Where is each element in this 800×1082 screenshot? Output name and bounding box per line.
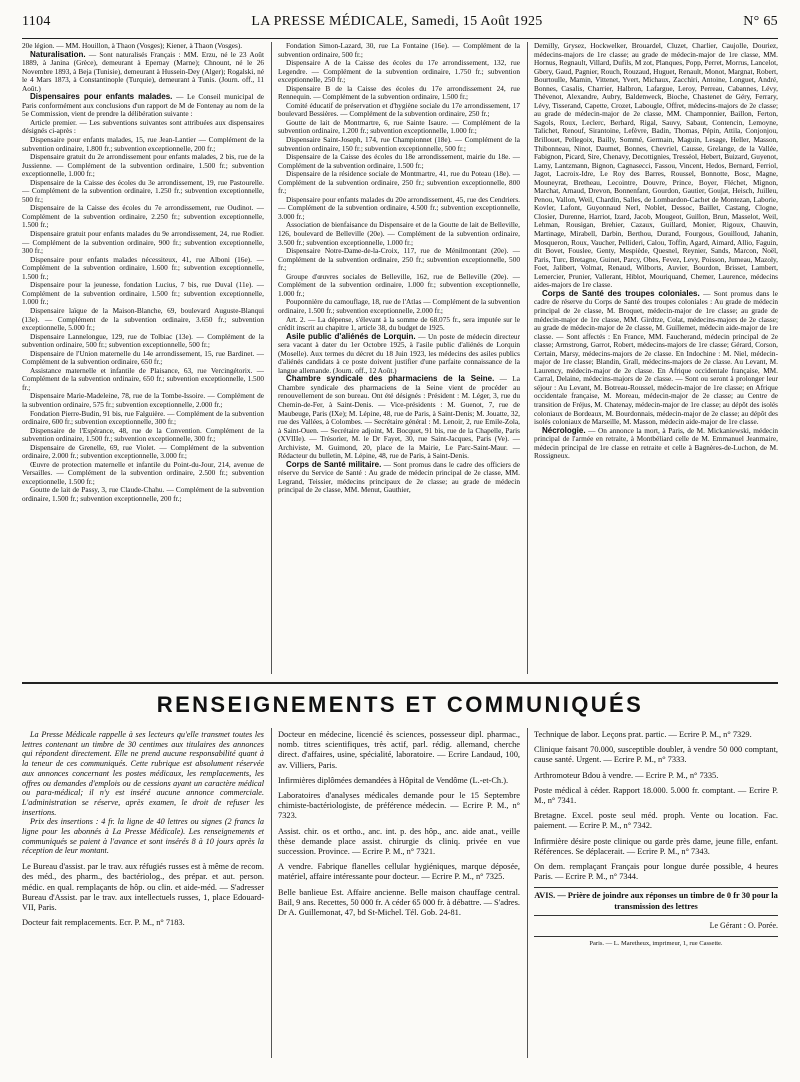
section-text: — Sont naturalisés Français : MM. Erzu, né le 23 Août 1889, à Janina (Grèce), demeurant à Epernay (Marne); Chnount, né le 26 Novembre 1893, à Beja (Tunisie), demeurant à Hussein-Dey (Alger); Rogalski, né le 4 Mars 1873, à Constantinople (Turquie), demeurant à Tunis. (Journ. off., 11 Août.) <box>22 49 264 93</box>
section-heading: Naturalisation. <box>30 49 86 59</box>
page-header <box>22 14 778 36</box>
journal-title: LA PRESSE MÉDICALE, Samedi, 15 Août 1925 <box>251 14 543 29</box>
list-item: Dispensaire pour enfants malades du 20e arrondissement, 45, rue des Cendriers. — Complément de la subvention ordinaire, 4.500 fr.; subvention exceptionnelle, 3.000 fr.; <box>278 194 520 221</box>
printer-imprint: Paris. — L. Maretheux, imprimeur, 1, rue Cassette. <box>534 936 778 949</box>
classified-ad: Assist. chir. os et ortho., anc. int. p. des hôp., anc. aide anat., veille thèse demande place assist. chirurgie ds cliniq. privée en vue succession. Province. — Ecrire P. M., n° 7321. <box>278 826 520 857</box>
paragraph <box>534 427 778 461</box>
paragraph <box>278 375 520 460</box>
list-item: Dispensaire de la Caisse des écoles du 18e arrondissement, mairie du 18e. — Complément de la subvention ordinaire, 1.500 fr.; <box>278 152 520 170</box>
list-item: Dispensaire laïque de la Maison-Blanche, 69, boulevard Auguste-Blanqui (13e). — Complément de la subvention ordinaire, 3.650 fr.; subvention exceptionnelle, 5.000 fr.; <box>22 305 264 333</box>
column-divider <box>527 728 528 1058</box>
classified-ad: Poste médical à céder. Rapport 18.000. 5.000 fr. comptant. — Ecrire P. M., n° 7341. <box>534 785 778 806</box>
list-item: Association de bienfaisance du Dispensaire et de la Goutte de lait de Belleville, 126, boulevard de Belleville (20e). — Complément de la subvention ordinaire, 3.500 fr.; subvention exceptionnelle, 1.000 fr.; <box>278 220 520 247</box>
classified-ad: Infirmières diplômées demandées à Hôpital de Vendôme (L.-et-Ch.). <box>278 775 509 785</box>
column-3 <box>534 42 778 674</box>
list-item: Pouponnière du camouflage, 18, rue de l'Atlas — Complément de la subvention ordinaire, 1.500 fr.; subvention exceptionnelle, 2.000 fr.; <box>278 297 520 315</box>
list-item: Dispensaire pour enfants malades, 15, rue Jean-Lantier — Complément de la subvention ordinaire, 1.800 fr.; subvention exceptionnelle, 200 fr.; <box>22 135 264 153</box>
classifieds-intro: La Presse Médicale rappelle à ses lecteurs qu'elle transmet toutes les lettres contenant un timbre de 30 centimes aux titulaires des annonces qui répondent directement. Elle ne prend aucune responsabilité quant à la teneur de ces communiqués. Cette rubrique est absolument réservée aux annonces concernant les postes médicaux, les remplacements, les offres ou demandes d'emplois ou de cessions ayant un caractère médical ou para-médical; il n'y est inséré aucune annonce commerciale. L'administration se réserve, après examen, le droit de refuser les insertions. <box>22 730 264 817</box>
list-item: Dispensaire Marie-Madeleine, 78, rue de la Tombe-Issoire. — Complément de la subvention ordinaire, 575 fr.; subvention exceptionnelle, 2.000 fr.; <box>22 391 264 409</box>
list-item: Dispensaire B de la Caisse des écoles du 17e arrondissement 24, rue Rennequin. — Complément de la subvention ordinaire, 1.500 fr.; <box>278 83 520 102</box>
classified-ad: Arthromoteur Bdou à vendre. — Ecrire P. M., n° 7335. <box>534 770 719 780</box>
list-item: Fondation Simon-Lazard, 30, rue La Fontaine (16e). — Complément de la subvention ordinaire, 500 fr.; <box>278 42 520 59</box>
paragraph: Article premier. — Les subventions suivantes sont attribuées aux dispensaires désignés ci-après : <box>22 117 264 136</box>
notice-box: AVIS. — Prière de joindre aux réponses un timbre de 0 fr 30 pour la transmission des lettres <box>534 887 778 915</box>
paragraph <box>534 290 778 427</box>
list-item: Dispensaire de l'Espérance, 48, rue de la Convention. Complément de la subvention ordinaire, 1.500 fr.; subvention exceptionnelle, 300 fr.; <box>22 425 264 444</box>
list-item: Goutte de lait de Passy, 3, rue Claude-Chahu. — Complément de la subvention ordinaire, 1.500 fr.; subvention exceptionnelle, 200 fr.; <box>22 485 264 503</box>
section-text: — Le Conseil municipal de Paris conformément aux conclusions d'un rapport de M de Fontenay au nom de la 5e Commission, vient de prendre la délibération suivante : <box>22 92 264 119</box>
list-item: Dispensaire de la résidence sociale de Montmartre, 41, rue du Poteau (18e). — Complément de la subvention ordinaire, 250 fr.; subvention exceptionnelle, 800 fr.; <box>278 169 520 196</box>
list-item: Dispensaire gratuit pour enfants malades du 9e arrondissement, 24, rue Rodier. — Complément de la subvention ordinaire, 900 fr.; subvention exceptionnelle, 300 fr.; <box>22 229 264 256</box>
list-item: Comité éducatif de préservation et d'hygiène sociale du 17e arrondissement, 17 boulevard Bessières. — Complément de la subvention ordinaire, 250 fr.; <box>278 100 520 119</box>
column-2 <box>278 42 520 674</box>
section-text: — Sont promus dans le cadre de réserve du Corps de Santé des troupes coloniales : Au grade de médecin principal de 2e classe, M. Broquet, médecin-major de 1re classe; au grade de médecin-major de 1re classe, MM. Girdtze, Colat, médecins-majors de 2e classe; au grade de médecin-major de 2e classe, M. Guillemet, médecin aide-major de 1re classe. — Sont affectés : En France, MM. Faucherand, médecin principal de 2e classe; Armstrong, Garrot, Robert, médecins-majors de 1re classe; Gérard, Corson, Certain, Marsy, médecins-majors de 2e classe. En Indochine : M. Niel, médecin-major de 1re classe; Blandin, Grall, médecins-majors de 2e classe. Au Levant, M. Laurency, médecin-major de 2e classe. En Afrique occidentale française, MM. Carral, Delaine, médecins-majors de 2e classe. — Sont ou seront à prolonger leur séjour : Au Levant, M. Botreau-Roussel, médecin-major de 1re classe; en Afrique occidentale française, M. Moreau, médecin-major de 2e classe; au Centre de transition de Fréjus, M. Chatenay, médecin-major de 1re classe; au dépôt des isolés coloniaux de Bordeaux, M. Bourdonnais, médecin-major de 2e classe; au dépôt des isolés coloniaux de Marseille, M. Masson, médecin aide-major de 1re classe. <box>534 288 778 427</box>
list-item: Dispensaire gratuit du 2e arrondissement pour enfants malades, 2 bis, rue de la Jussienne. — Complément de la subvention ordinaire, 1.500 fr.; subvention exceptionnelle, 1.000 fr.; <box>22 152 264 179</box>
column-1 <box>22 42 264 674</box>
classified-ad: Infirmière désire poste clinique ou garde près dame, jeune fille, enfant. Références. Se déplacerait. — Ecrire P. M., n° 7343. <box>534 836 778 856</box>
manager-signature: Le Gérant : O. Porée. <box>709 920 778 930</box>
classifieds-column-2 <box>278 730 520 1065</box>
insertion-prices: Prix des insertions : 4 fr. la ligne de 40 lettres ou signes (2 francs la ligne pour les abonnés à La Presse Médicale). Les renseignements et communiqués se paient à l'avance et sont insérés 8 à 10 jours après la réception de leur montant. <box>22 817 264 856</box>
page-number: 1104 <box>22 14 51 29</box>
paragraph <box>278 333 520 376</box>
classified-ad: Belle banlieue Est. Affaire ancienne. Belle maison chauffage central. Bail, 9 ans. Recettes, 50 000 fr. A céder 65 000 fr. à débattre. — S'adres. Dr A. Guillemonat, 47, bd St-Michel. Tél. Gob. 24-81. <box>278 887 520 918</box>
classified-ad: Technique de labor. Leçons prat. partic. — Ecrire P. M., n° 7329. <box>534 730 752 739</box>
issue-number: N° 65 <box>743 14 778 29</box>
section-heading: Asile public d'aliénés de Lorquin. <box>286 331 416 341</box>
classifieds-banner: RENSEIGNEMENTS ET COMMUNIQUÉS <box>156 692 644 717</box>
list-item: Dispensaire Notre-Dame-de-la-Croix, 117, rue de Ménilmontant (20e). — Complément de la subvention ordinaire, 250 fr.; subvention exceptionnelle, 500 fr.; <box>278 246 520 273</box>
section-heading: Corps de Santé militaire. <box>286 459 382 469</box>
list-item: Dispensaire de l'Union maternelle du 14e arrondissement, 15, rue Bardinet. — Complément de la subvention ordinaire, 650 fr.; <box>22 348 264 367</box>
section-text: — Sont promus dans le cadre des officiers de réserve du Service de Santé : Au grade de médecin principal de 2e classe, MM. Legrand, Teissier, médecins principaux de 2e classe; au grade de médecin principal de 2e classe, MM. Menut, Gauthier, <box>278 459 520 495</box>
list-item: Assistance maternelle et infantile de Plaisance, 63, rue Vercingétorix. — Complément de la subvention ordinaire, 650 fr.; subvention exceptionnelle, 1.500 fr.; <box>22 365 264 392</box>
classified-ad: Docteur en médecine, licencié ès sciences, possesseur dipl. pharmac., nomb. titres scientifiques, très actif, parl. rédig. allemand, cherche direct. d'affaires, usine, spécialité, laboratoire. — Ecrire Landaud, 100, av. Villiers, Paris. <box>278 730 520 770</box>
classifieds-column-1 <box>22 730 264 1065</box>
column-divider <box>271 42 272 674</box>
section-heading: Corps de Santé des troupes coloniales. <box>542 288 700 298</box>
section-heading: Dispensaires pour enfants malades. <box>30 92 173 102</box>
paragraph <box>22 93 264 119</box>
paragraph: 20e légion. — MM. Houillon, à Thaon (Vosges); Kiener, à Thaon (Vosges). <box>22 42 243 50</box>
list-item: Fondation Pierre-Budin, 91 bis, rue Falguière. — Complément de la subvention ordinaire, 600 fr.; subvention exceptionnelle, 300 fr.; <box>22 408 264 427</box>
section-text: — Un poste de médecin directeur sera vacant à dater du 1er Octobre 1925, à l'asile public d'aliénés de Lorquin (Moselle). Aux termes du décret du 18 Juin 1923, les médecins des asiles publics d'aliénés candidats à ce poste doivent justifier d'une parfaite connaissance de la langue allemande. (Journ. off., 12 Août.) <box>278 331 520 375</box>
list-item: Dispensaire pour la jeunesse, fondation Lucius, 7 bis, rue Duval (11e). — Complément de la subvention ordinaire, 1.500 fr.; subvention exceptionnelle, 1.000 fr.; <box>22 280 264 307</box>
classified-ad: Laboratoires d'analyses médicales demande pour le 15 Septembre chimiste-bactériologiste, de préférence médecin. — Ecrire P. M., n° 7323. <box>278 791 520 821</box>
section-rule <box>22 682 778 684</box>
list-item: Dispensaire de la Caisse des écoles du 3e arrondissement, 19, rue Pastourelle. — Complément de la subvention ordinaire, 1.250 fr.; subvention exceptionnelle, 500 fr.; <box>22 177 264 204</box>
classifieds-column-3 <box>534 730 778 1065</box>
classified-ad: Docteur fait remplacements. Ecr. P. M., n° 7183. <box>22 918 185 928</box>
paragraph <box>22 51 264 94</box>
classified-ad: A vendre. Fabrique flanelles cellular hygiéniques, marque déposée, matériel, affaire intéressante pour docteur. — Ecrire P. M., n° 7325. <box>278 862 520 882</box>
classified-ad: On dem. remplaçant Français pour longue durée possible, 4 heures Paris. — Ecrire P. M., n° 7344. <box>534 862 778 882</box>
list-item: Goutte de lait de Montmartre, 6, rue Sainte Isaure. — Complément de la subvention ordinaire, 1.200 fr.; subvention exceptionnelle, 1.000 fr.; <box>278 117 520 136</box>
list-item: Dispensaire Saint-Joseph, 174, rue Championnet (18e). — Complément de la subvention ordinaire, 150 fr.; subvention exceptionnelle, 500 fr.; <box>278 135 520 153</box>
classified-ad: Clinique faisant 70.000, susceptible doubler, à vendre 50 000 comptant, cause santé. Urgent. — Ecrire P. M., n° 7333. <box>534 745 778 765</box>
list-item: Dispensaire de la Caisse des écoles du 7e arrondissement, rue Oudinot. — Complément de la subvention ordinaire, 2.250 fr.; subvention exceptionnelle, 1.500 fr.; <box>22 203 264 230</box>
list-item: Dispensaire Lannelongue, 129, rue de Tolbiac (13e). — Complément de la subvention ordinaire, 500 fr.; subvention exceptionnelle, 500 fr.; <box>22 331 264 350</box>
list-item: Dispensaire A de la Caisse des écoles du 17e arrondissement, 132, rue Legendre. — Complément de la subvention ordinaire, 1.750 fr.; subvention exceptionnelle, 250 fr.; <box>278 58 520 85</box>
list-item: Œuvre de protection maternelle et infantile du Point-du-Jour, 214, avenue de Versailles. — Complément de la subvention ordinaire, 2.500 fr.; subvention exceptionnelle, 1.500 fr.; <box>22 459 264 486</box>
section-heading: Nécrologie. <box>542 425 586 435</box>
classified-ad: Bretagne. Excel. poste seul méd. proph. Vente ou location. Fac. paiement. — Ecrire P. M., n° 7342. <box>534 811 778 831</box>
section-text: — La Chambre syndicale des pharmaciens de la Seine vient de procéder au renouvellement de son bureau. Ont été désignés : Président : M. Léger, 3, rue du Chemin-de-Fer, à Saint-Denis. — Vice-présidents : M. Guenot, 7, rue de Maubeuge, Paris (IXe); M. Lépine, 48, rue de Paris, à Saint-Denis; M. Jouatte, 32, rue des Vallées, à Colombes. — Secrétaire général : M. Lenoir, 2, rue Emile-Zola, à Saint-Ouen. — Secrétaire adjoint, M. Bocquet, 91 bis, rue de la Chapelle, Paris (XVIIIe). — Trésorier, M. le Dr Fayet, 30, rue Saint-Jacques, Paris (Ve). — Archiviste, M. Guimond, 20, place de la Mairie, Le Parc-Saint-Maur. — Rédacteur du bulletin, M. Lépine, 48, rue de Paris, à Saint-Denis. <box>278 374 520 461</box>
paragraph <box>278 461 520 495</box>
list-item: Dispensaire pour enfants malades nécessiteux, 41, rue Alboni (16e). — Complément de la subvention ordinaire, 1.600 fr.; subvention exceptionnelle, 1.500 fr.; <box>22 254 264 281</box>
list-item: Art. 2. — La dépense, s'élevant à la somme de 68.075 fr., sera imputée sur le crédit inscrit au chapitre 1, article 38, du budget de 1925. <box>278 314 520 333</box>
section-heading: Chambre syndicale des pharmaciens de la Seine. <box>286 374 495 384</box>
section-text: — On annonce la mort, à Paris, de M. Mickaniewski, médecin principal de l'armée en retraite, à Montbéliard celle de M. Emmanuel Jeanmaire, médecin principal de 1re classe en retraite et celle à Bagnères-de-Luchon, de M. Rossigneux. <box>534 425 778 461</box>
classified-ad: Le Bureau d'assist. par le trav. aux réfugiés russes est à même de recom. des méd., des pharm., des bactériolog., des prépar. et aut. person. médic. en qual. remplaçants de hôp. ou clin. et aide-méd. — S'adresser Bureau d'Assist. par le trav. aux intellectuels russes, 1, place Edouard-VII, Paris. <box>22 862 264 912</box>
paragraph: Demilly, Grysez, Hockwelker, Brouardel, Cluzet, Charlier, Caujolle, Douriez, médecins-majors de 1re classe; au grade de médecin-major de 1re classe, MM. Hornus, Regnault, Villard, Dufils, M zot, Planques, Popp, Perret, Morrus, Lancelot, Gbery, Gaud, Pagnier, Rouch, Rouzaud, Huguet, Renault, Monot, Margnat, Robert, Bourtoulle, Mamin, Vittenet, Yvert, Michaux, Zacchiri, Antoine, Longuet, André, Bonnes, Casalis, Charrier, Halbron, Lafargue, Leroy, Perreau, Cabannes, Lévy, Thévenot, Alexandre, Aubry, Baldenweck, Bioche, Chastenet de Géry, Ferrary, Lévy, Tisserand, Capette, Crozet, Labougle, Offret, médecins-majors de 2e classe; au grade de médecin-major de 2e classe, MM. Champonnier, Baillon, Ferton, Sagols, Roux, Leclerc, Berhard, Rigal, Sauvy, Sabaut, Contencin, Lemoyne, Talichet, Renouf, Sirantoine, Lefèvre, Badin, Thomas, Pépin, Attila, Conjonjou, Brillouet, Pellegoix, Bailly, Sommé, Germain, Maguin, Lesage, Heller, Masson, Thibonneau, Ninot, Daumet, Bonnes, Chevriel, Causse, Grelange, de la Vallée, Fabignon, Picard, Sire, Chenavy, Decottignies, Tresséol, Hebert, Buizard, Guyenot, Lamy, Lantzmann, Bignon, Cagnasecci, Fassou, Vincent, Hedos, Bernard, Ferriol, Jagot, Lacroix-Idre, Le Roy des Barres, Roussel, Bonnotte, Bosc, Magne, Mouneyrat, Bretheau, Lecointre, Douvre, Prince, Boyer, Fléchet, Mignon, Marchat, Arnaud, Drevon, Bonnenfant, Gourdon, Gautier, Goujat, Heisch, Juilleu, Penou, Vallon, Weil, Chardin, Salles, de Lombardon-Cachet de Montezan, Laborie, Kovler, Lafont, Guyonnaud Nerl, Noblet, Dessoc, Baillet, Castang, Clogne, Closier, Durenne, Harriot, Izard, Jacob, Mougeot, Guillon, Brun, Masselot, Weil, Lehman, Rousigan, Brehier, Cazaux, Guillard, Monier, Rigoux, Chauvin, Martinage, Mirabell, Darbin, Berthou, Durand, Fourgous, Gouilloud, Jahanin, Mosqueron, Roux, Vaucher, Pellideri, Calou, Toffin, Agard, Aimard, Allio, Faguin, dit Bovet, Fouslee, Genty, Mespiède, Quesnel, Reynier, Sands, Marcon, Noël, Paris, Turc, Bretagne, Guinet, Parcy, Obes, Fevez, Levy, Poisson, Jumeau, Mazoly, Foet, Jalibert, Volmat, Renaud, Wilborts, Auvier, Bourdon, Brisset, Lambert, Lemercier, Prunier, Vallerant, Hiblot, Mouriquand, Chemer, Laurence, médecins aides-majors de 1re classe. <box>534 42 778 290</box>
column-divider <box>527 42 528 674</box>
list-item: Groupe d'œuvres sociales de Belleville, 162, rue de Belleville (20e). — Complément de la subvention ordinaire, 1.000 fr.; subvention exceptionnelle, 1.000 fr.; <box>278 271 520 298</box>
column-divider <box>271 728 272 1058</box>
header-rule <box>22 38 778 39</box>
list-item: Dispensaire de Grenelle, 69, rue Violet. — Complément de la subvention ordinaire, 2.000 fr.; subvention exceptionnelle, 3.000 fr.; <box>22 442 264 461</box>
